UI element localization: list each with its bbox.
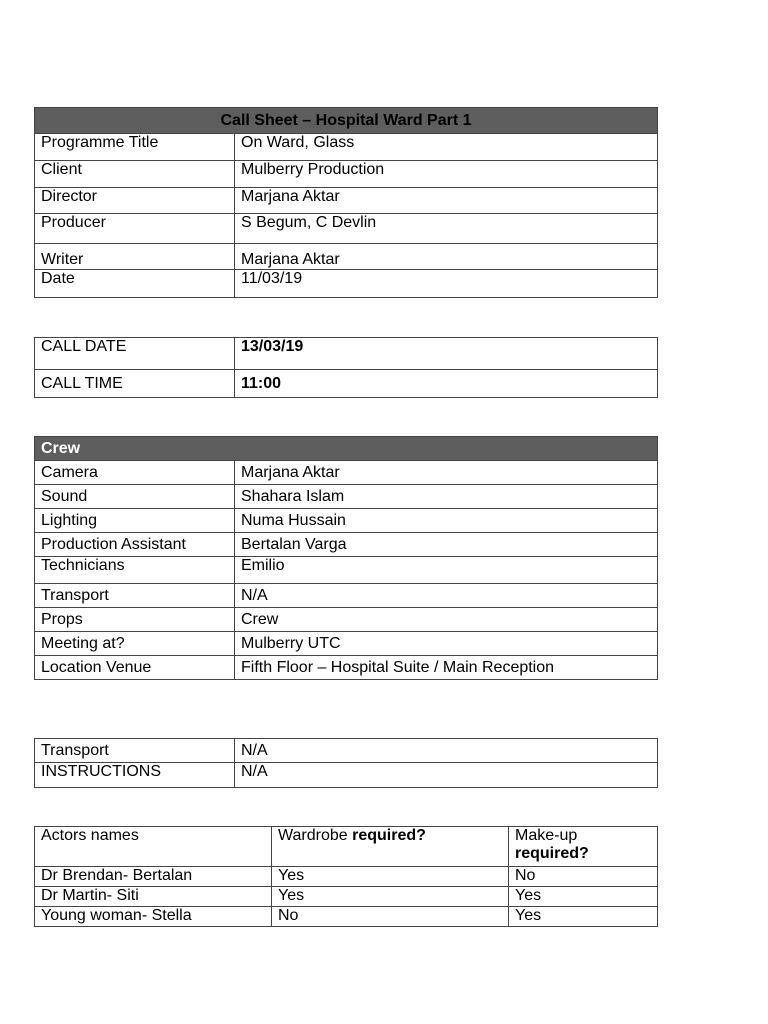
row-label: Producer bbox=[35, 214, 235, 244]
row-label: Transport bbox=[35, 584, 235, 608]
row-value: Mulberry Production bbox=[235, 161, 658, 188]
row-value: Mulberry UTC bbox=[235, 632, 658, 656]
call-time-value: 11:00 bbox=[235, 370, 658, 398]
actor-makeup: Yes bbox=[509, 907, 658, 927]
actor-name: Dr Brendan- Bertalan bbox=[35, 867, 272, 887]
actor-makeup: No bbox=[509, 867, 658, 887]
row-value: S Begum, C Devlin bbox=[235, 214, 658, 244]
table-row bbox=[35, 763, 658, 788]
table-row bbox=[35, 338, 658, 370]
row-value: Shahara Islam bbox=[235, 485, 658, 509]
table-row bbox=[35, 656, 658, 680]
table-row bbox=[35, 509, 658, 533]
row-label: Writer bbox=[35, 244, 235, 270]
row-label: Camera bbox=[35, 461, 235, 485]
makeup-header: Make-up required? bbox=[509, 827, 658, 867]
table-row bbox=[35, 533, 658, 557]
table-row bbox=[35, 557, 658, 584]
row-value: Crew bbox=[235, 608, 658, 632]
row-value: Marjana Aktar bbox=[235, 461, 658, 485]
table-row bbox=[35, 188, 658, 214]
actor-wardrobe: Yes bbox=[272, 867, 509, 887]
table-row bbox=[35, 867, 658, 887]
row-label: Props bbox=[35, 608, 235, 632]
row-label: Technicians bbox=[35, 557, 235, 584]
actor-name: Dr Martin- Siti bbox=[35, 887, 272, 907]
call-date-value: 13/03/19 bbox=[235, 338, 658, 370]
table-row bbox=[35, 632, 658, 656]
table-row bbox=[35, 608, 658, 632]
actor-makeup: Yes bbox=[509, 887, 658, 907]
actor-wardrobe: No bbox=[272, 907, 509, 927]
actor-name: Young woman- Stella bbox=[35, 907, 272, 927]
row-label: INSTRUCTIONS bbox=[35, 763, 235, 788]
row-label: Transport bbox=[35, 739, 235, 763]
row-value: 11/03/19 bbox=[235, 270, 658, 298]
call-time-label: CALL TIME bbox=[35, 370, 235, 398]
actors-table bbox=[34, 826, 658, 927]
table-row bbox=[35, 485, 658, 509]
actors-names-header: Actors names bbox=[35, 827, 272, 867]
table-row bbox=[35, 370, 658, 398]
table-header-row bbox=[35, 827, 658, 867]
row-label: Location Venue bbox=[35, 656, 235, 680]
table-row bbox=[35, 461, 658, 485]
table-row bbox=[35, 134, 658, 161]
call-sheet-info-table bbox=[34, 107, 658, 298]
row-label: Sound bbox=[35, 485, 235, 509]
row-value: N/A bbox=[235, 584, 658, 608]
actor-wardrobe: Yes bbox=[272, 887, 509, 907]
row-value: Marjana Aktar bbox=[235, 188, 658, 214]
row-value: On Ward, Glass bbox=[235, 134, 658, 161]
row-label: Meeting at? bbox=[35, 632, 235, 656]
table-row bbox=[35, 739, 658, 763]
row-label: Client bbox=[35, 161, 235, 188]
table-row bbox=[35, 214, 658, 244]
row-label: Date bbox=[35, 270, 235, 298]
row-value: N/A bbox=[235, 739, 658, 763]
table-row bbox=[35, 907, 658, 927]
row-label: Production Assistant bbox=[35, 533, 235, 557]
call-date-label: CALL DATE bbox=[35, 338, 235, 370]
table-row bbox=[35, 244, 658, 270]
row-value: Fifth Floor – Hospital Suite / Main Reception bbox=[235, 656, 658, 680]
table-row bbox=[35, 161, 658, 188]
call-sheet-title: Call Sheet – Hospital Ward Part 1 bbox=[35, 108, 658, 134]
row-label: Lighting bbox=[35, 509, 235, 533]
row-value: Emilio bbox=[235, 557, 658, 584]
table-row bbox=[35, 584, 658, 608]
crew-title: Crew bbox=[35, 437, 658, 461]
transport-table bbox=[34, 738, 658, 788]
wardrobe-header: Wardrobe required? bbox=[272, 827, 509, 867]
row-value: N/A bbox=[235, 763, 658, 788]
table-row bbox=[35, 887, 658, 907]
row-value: Marjana Aktar bbox=[235, 244, 658, 270]
row-value: Numa Hussain bbox=[235, 509, 658, 533]
call-time-table bbox=[34, 337, 658, 398]
table-row bbox=[35, 270, 658, 298]
row-value: Bertalan Varga bbox=[235, 533, 658, 557]
row-label: Director bbox=[35, 188, 235, 214]
row-label: Programme Title bbox=[35, 134, 235, 161]
crew-table bbox=[34, 436, 658, 680]
